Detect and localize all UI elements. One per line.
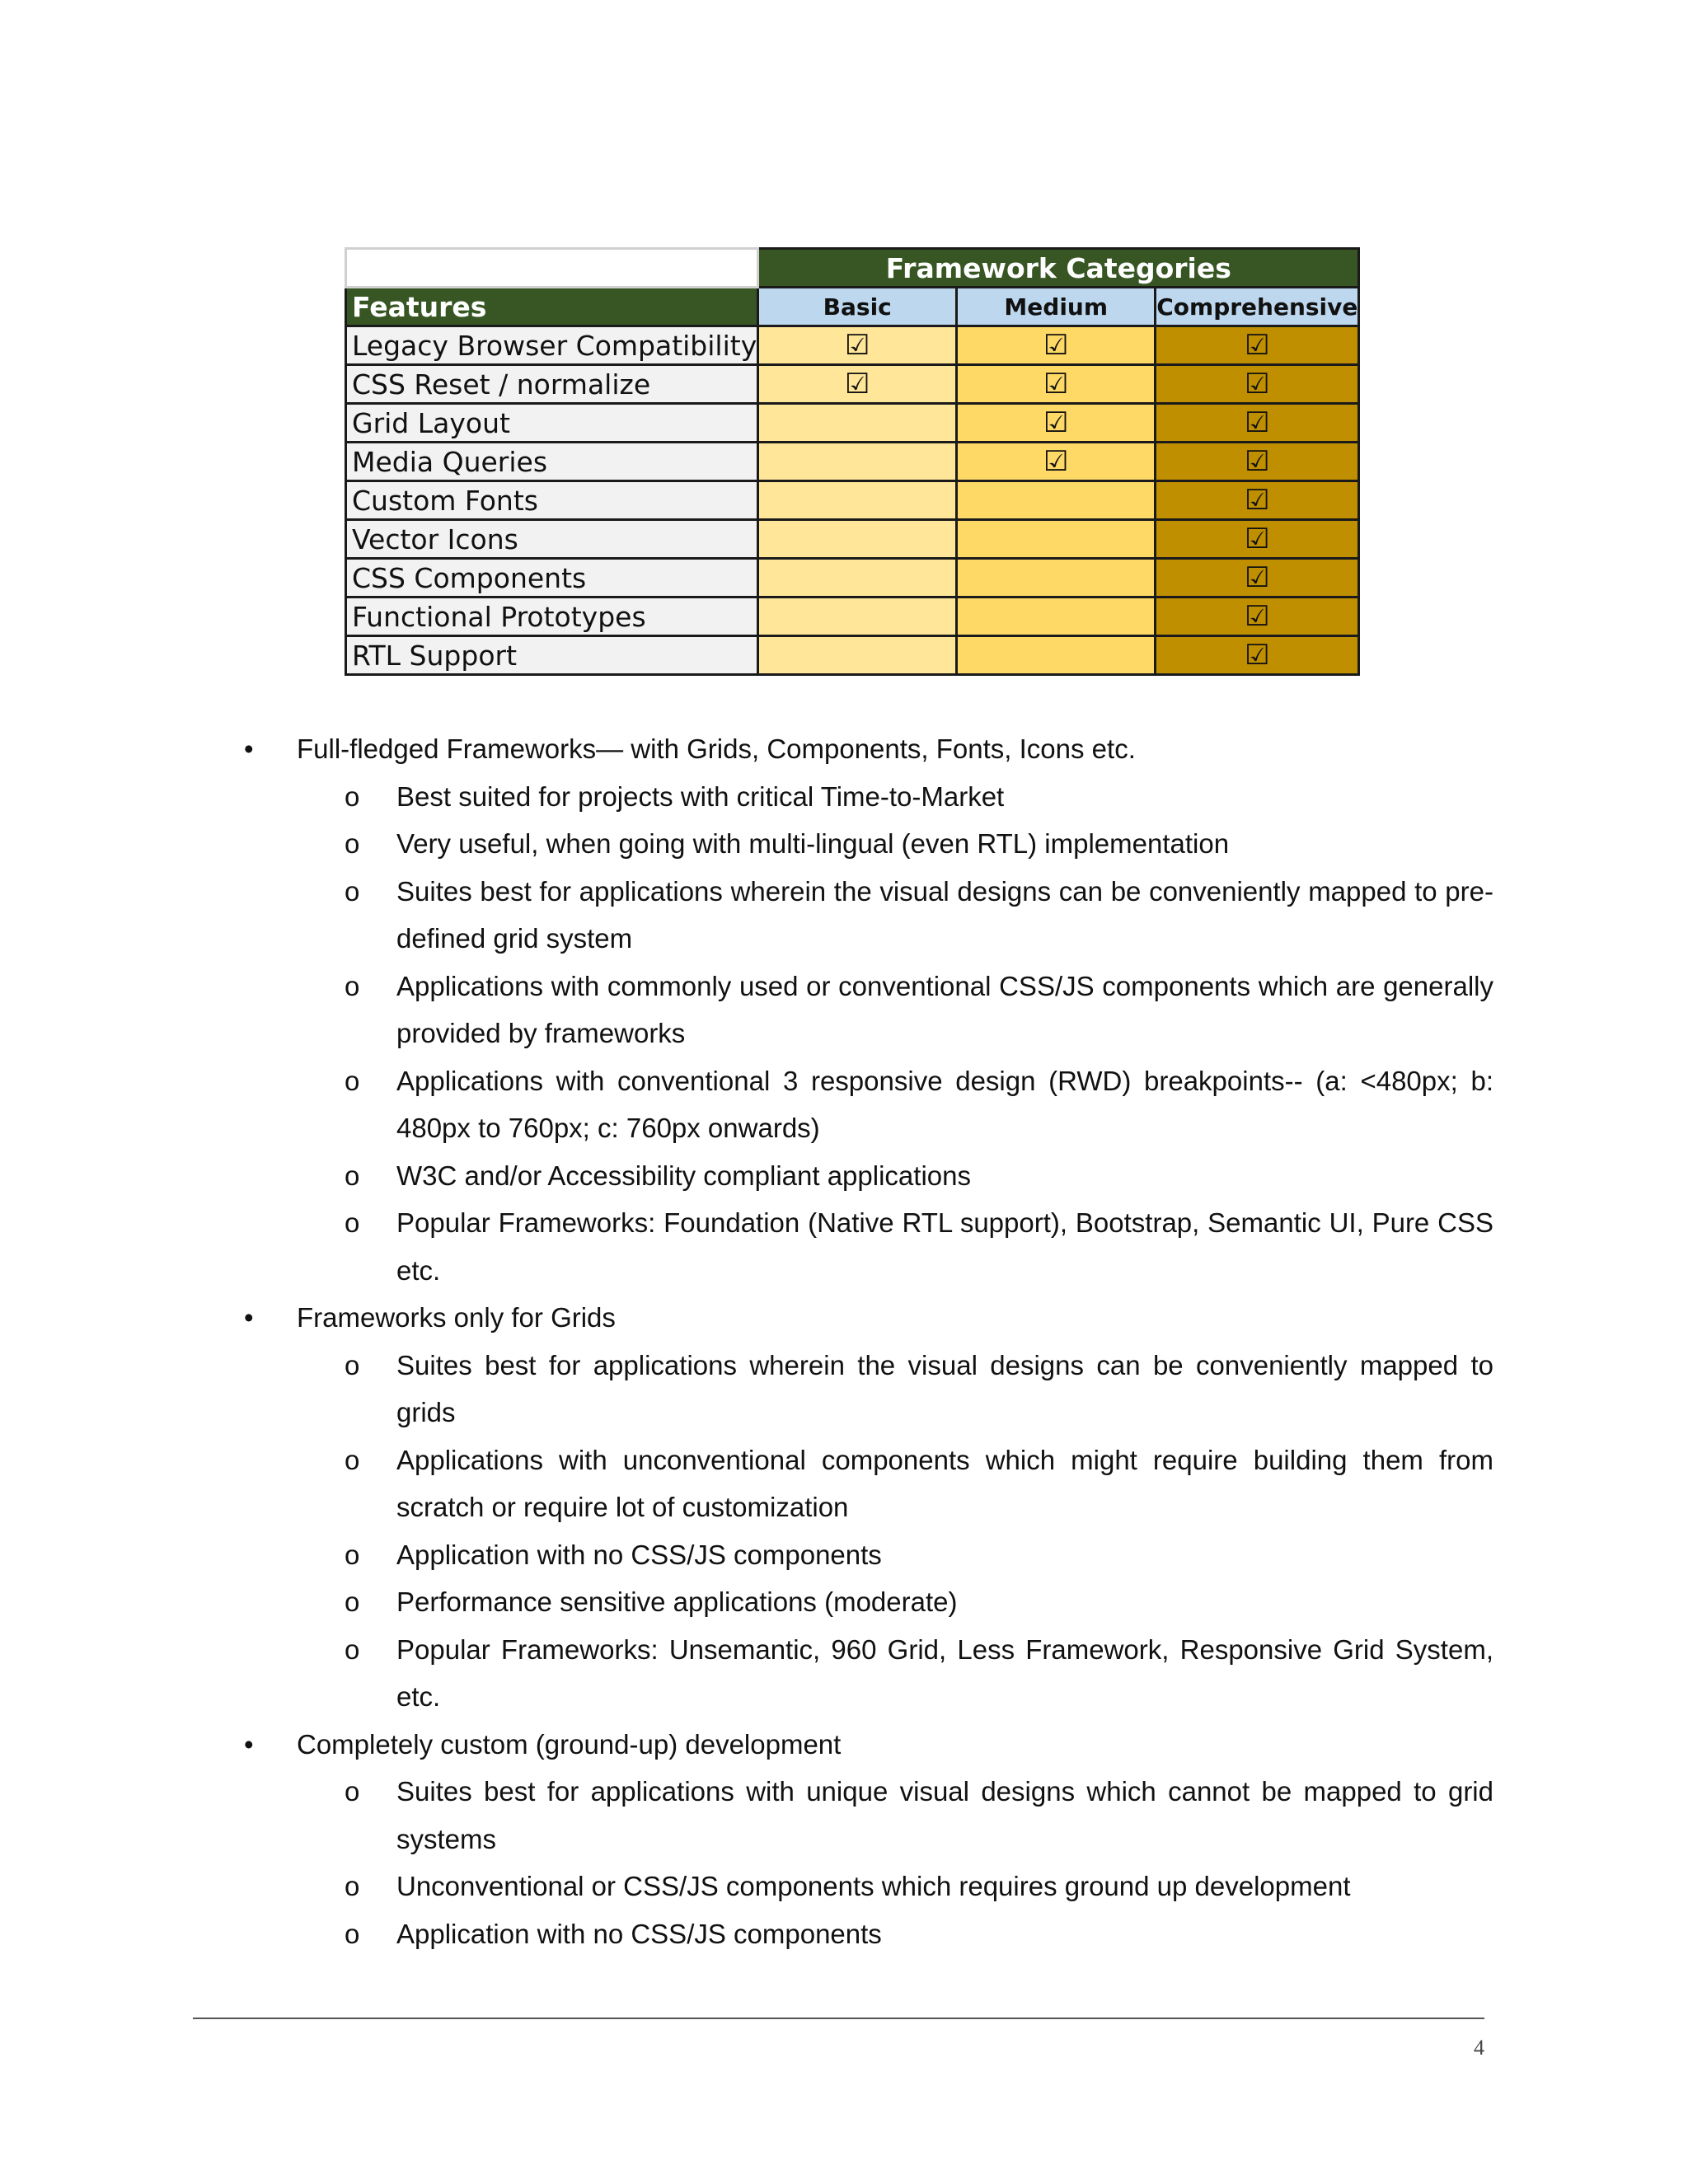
table-row [346,443,1359,481]
sub-bullet-icon: o [345,1065,360,1096]
medium-check-icon [957,520,1156,559]
list-item [0,1057,1493,1152]
list-item-text: Very useful, when going with multi-lingual (even RTL) implementation [396,828,1230,859]
sub-bullet-icon: o [345,1160,360,1191]
medium-check-icon [957,481,1156,520]
section-heading: Full-fledged Frameworks— with Grids, Components, Fonts, Icons etc. [297,733,1136,764]
feature-label: Custom Fonts [346,481,758,520]
framework-categories-header: Framework Categories [758,249,1359,288]
section-custom-development [0,1721,1493,1769]
level-header-comprehensive: Comprehensive [1156,288,1359,326]
basic-check-icon [758,636,957,675]
comprehensive-check-icon: ☑ [1156,598,1359,636]
basic-check-icon: ☑ [758,326,957,365]
list-item [0,1152,1493,1200]
medium-check-icon [957,636,1156,675]
comprehensive-check-icon: ☑ [1156,520,1359,559]
sub-bullet-icon: o [345,780,360,812]
list-item-text: Applications with unconventional components which might require building them from scratch or require lot of customization [396,1444,1493,1522]
medium-check-icon: ☑ [957,404,1156,443]
features-header: Features [346,288,758,326]
list-item [0,820,1493,868]
level-header-medium: Medium [957,288,1156,326]
sub-bullet-icon: o [345,828,360,859]
table-row [346,559,1359,598]
list-item-text: Applications with conventional 3 responsive design (RWD) breakpoints-- (a: <480px; b: 480px to 760px; c: 760px onwards) [396,1065,1493,1143]
medium-check-icon [957,559,1156,598]
basic-check-icon [758,404,957,443]
feature-label: CSS Components [346,559,758,598]
section-full-fledged-frameworks [0,725,1493,773]
table-corner-cell [346,249,758,288]
list-item [0,1531,1493,1579]
sub-bullet-icon: o [345,1871,360,1901]
sub-bullet-icon: o [345,970,360,1001]
comprehensive-check-icon: ☑ [1156,443,1359,481]
list-item [0,1626,1493,1721]
medium-check-icon: ☑ [957,443,1156,481]
level-header-basic: Basic [758,288,957,326]
feature-label: Vector Icons [346,520,758,559]
table-row [346,326,1359,365]
list-item-text: W3C and/or Accessibility compliant applications [396,1160,971,1191]
list-item [0,868,1493,963]
list-item [0,1199,1493,1294]
list-item-text: Suites best for applications wherein the visual designs can be conveniently mapped to grids [396,1349,1493,1427]
medium-check-icon: ☑ [957,326,1156,365]
list-item-text: Performance sensitive applications (moderate) [396,1586,958,1617]
list-item [0,1910,1493,1958]
table-header-row-levels [346,288,1359,326]
basic-check-icon [758,443,957,481]
feature-label: Grid Layout [346,404,758,443]
bullet-icon: • [244,1302,254,1333]
framework-features-table [345,247,1360,676]
medium-check-icon: ☑ [957,365,1156,404]
list-item [0,963,1493,1057]
table-row [346,365,1359,404]
basic-check-icon [758,520,957,559]
comprehensive-check-icon: ☑ [1156,404,1359,443]
list-item-text: Suites best for applications with unique visual designs which cannot be mapped to grid systems [396,1776,1493,1854]
sub-bullet-icon: o [345,875,360,907]
table-row [346,636,1359,675]
list-item-text: Unconventional or CSS/JS components which requires ground up development [396,1871,1351,1901]
list-item-text: Popular Frameworks: Foundation (Native RTL support), Bootstrap, Semantic UI, Pure CSS etc. [396,1207,1493,1286]
list-item-text: Suites best for applications wherein the visual designs can be conveniently mapped to pre-defined grid system [396,875,1493,954]
list-item-text: Best suited for projects with critical Time-to-Market [396,780,1005,812]
sub-bullet-icon: o [345,1918,360,1949]
section-heading: Completely custom (ground-up) development [297,1728,842,1760]
basic-check-icon [758,559,957,598]
section-heading: Frameworks only for Grids [297,1302,616,1333]
list-item [0,1578,1493,1626]
bullet-icon: • [244,1728,254,1760]
sub-bullet-icon: o [345,1776,360,1807]
list-item-text: Application with no CSS/JS components [396,1539,882,1570]
list-item [0,773,1493,821]
sub-bullet-icon: o [345,1586,360,1617]
feature-label: Media Queries [346,443,758,481]
list-item-text: Application with no CSS/JS components [396,1918,882,1949]
sub-bullet-icon: o [345,1539,360,1570]
comprehensive-check-icon: ☑ [1156,481,1359,520]
comprehensive-check-icon: ☑ [1156,326,1359,365]
sub-bullet-icon: o [345,1444,360,1475]
list-item [0,1863,1493,1910]
sub-bullet-icon: o [345,1349,360,1380]
comprehensive-check-icon: ☑ [1156,636,1359,675]
bullet-content [0,725,1688,1957]
page-number: 4 [1474,2036,1484,2060]
basic-check-icon: ☑ [758,365,957,404]
table-row [346,520,1359,559]
bullet-icon: • [244,733,254,764]
list-item-text: Applications with commonly used or conventional CSS/JS components which are generally provided by frameworks [396,970,1493,1048]
table-row [346,481,1359,520]
sub-bullet-icon: o [345,1633,360,1665]
list-item [0,1436,1493,1531]
sub-bullet-icon: o [345,1207,360,1238]
comprehensive-check-icon: ☑ [1156,559,1359,598]
basic-check-icon [758,481,957,520]
comprehensive-check-icon: ☑ [1156,365,1359,404]
table-row [346,598,1359,636]
basic-check-icon [758,598,957,636]
medium-check-icon [957,598,1156,636]
list-item-text: Popular Frameworks: Unsemantic, 960 Grid, Less Framework, Responsive Grid System, etc. [396,1633,1493,1712]
feature-label: CSS Reset / normalize [346,365,758,404]
list-item [0,1768,1493,1863]
feature-label: Legacy Browser Compatibility [346,326,758,365]
table-row [346,404,1359,443]
footer-divider [193,2018,1484,2019]
list-item [0,1342,1493,1436]
table-header-row-categories [346,249,1359,288]
section-grid-frameworks [0,1294,1493,1342]
feature-label: Functional Prototypes [346,598,758,636]
feature-label: RTL Support [346,636,758,675]
